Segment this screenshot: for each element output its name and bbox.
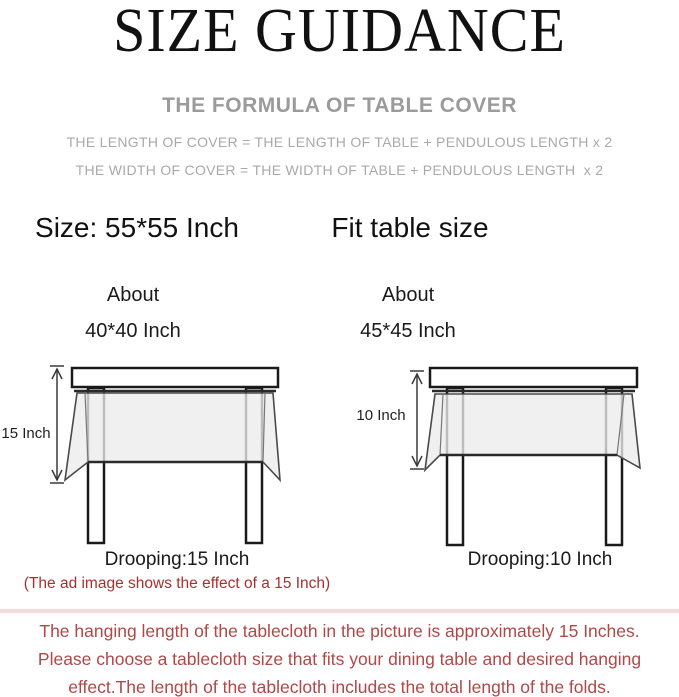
table-top xyxy=(72,368,278,387)
page-title: SIZE GUIDANCE xyxy=(113,0,566,66)
right-drop-measurement-label: 10 Inch xyxy=(356,407,406,424)
left-drop-measurement-label: 15 Inch xyxy=(1,425,51,442)
formula-heading: THE FORMULA OF TABLE COVER xyxy=(162,94,517,117)
tablecloth-diagram-10inch xyxy=(340,358,679,558)
left-drooping-label: Drooping:15 Inch xyxy=(104,549,250,570)
measurement-arrow-10inch xyxy=(410,371,424,469)
left-column-heading: Size: 55*55 Inch xyxy=(35,212,239,243)
left-table-size: 40*40 Inch xyxy=(85,320,181,342)
ad-effect-note: (The ad image shows the effect of a 15 Inch) xyxy=(23,575,331,592)
footer-disclaimer xyxy=(0,617,679,697)
formula-length-line: THE LENGTH OF COVER = THE LENGTH OF TABLE + PENDULOUS LENGTH x 2 xyxy=(66,134,613,150)
tablecloth-diagram-15inch xyxy=(0,358,340,558)
table-top xyxy=(430,368,637,387)
left-about-label: About xyxy=(106,284,160,306)
footer-line-3: effect.The length of the tablecloth includes the total length of the folds. xyxy=(68,677,611,697)
footer-line-2: Please choose a tablecloth size that fits your dining table and desired hanging xyxy=(37,649,642,669)
measurement-arrow-15inch xyxy=(50,366,64,483)
formula-width-line: THE WIDTH OF COVER = THE WIDTH OF TABLE + PENDULOUS LENGTH x 2 xyxy=(75,162,604,178)
right-column-heading: Fit table size xyxy=(331,212,489,243)
right-about-label: About xyxy=(381,284,435,306)
right-table-size: 45*45 Inch xyxy=(360,320,456,342)
section-separator xyxy=(0,609,679,613)
right-drooping-label: Drooping:10 Inch xyxy=(467,549,613,570)
footer-line-1: The hanging length of the tablecloth in the picture is approximately 15 Inches. xyxy=(39,621,640,641)
